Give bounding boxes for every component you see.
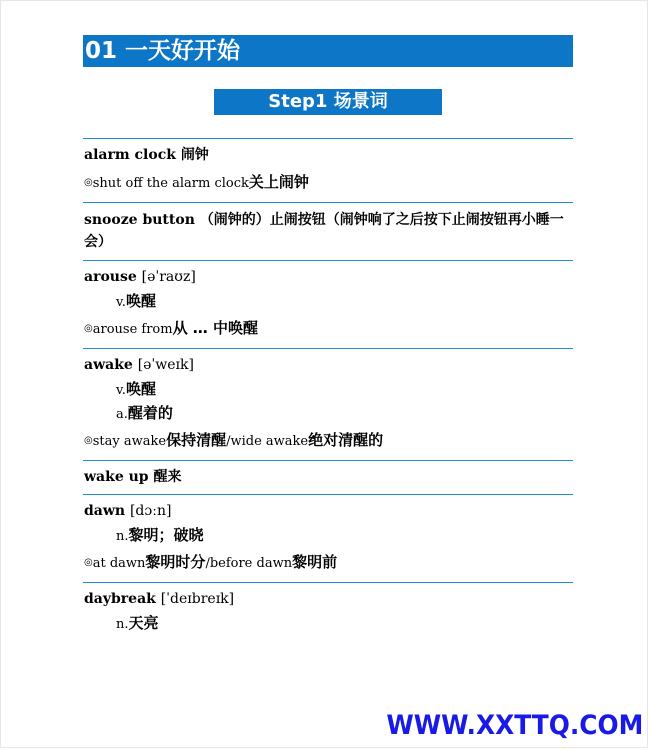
headword: daybreak <box>84 591 156 607</box>
example-en: /wide awake <box>226 434 309 449</box>
sense-translation: 唤醒 <box>125 292 156 310</box>
example-en: arouse from <box>92 322 173 337</box>
example-line <box>84 429 573 453</box>
example-en: at dawn <box>92 556 146 571</box>
sense-line <box>84 377 573 403</box>
example-en: stay awake <box>92 434 167 449</box>
example-line <box>84 317 573 341</box>
example-zh: 黎明时分 <box>145 553 206 571</box>
example-zh: 保持清醒 <box>166 431 227 449</box>
sense-translation: 黎明；破晓 <box>128 526 204 544</box>
part-of-speech: v. <box>116 383 126 398</box>
headword: dawn <box>84 503 126 519</box>
example-line <box>84 171 573 195</box>
watermark-logo: WWW.XXTTQ.COM <box>386 710 643 741</box>
example-bullet: ◎ <box>84 323 93 334</box>
example-line <box>84 551 573 575</box>
headword-line <box>84 501 573 521</box>
sense-line <box>84 611 573 637</box>
vocab-entry <box>83 460 573 494</box>
headword-line <box>84 355 573 375</box>
headword: wake up <box>84 469 149 485</box>
part-of-speech: n. <box>116 617 129 632</box>
headword: snooze button <box>84 212 195 228</box>
phonetic: [əˈweɪk] <box>137 357 194 373</box>
headword: arouse <box>84 269 137 285</box>
example-zh: 绝对清醒的 <box>308 431 384 449</box>
vocab-entry <box>83 260 573 348</box>
example-zh: 黎明前 <box>292 553 338 571</box>
vocab-entry <box>83 138 573 202</box>
headword-translation: （闹钟的）止闹按钮（闹钟响了之后按下止闹按钮再小睡一会） <box>84 212 564 250</box>
phonetic: [dɔːn] <box>129 503 172 519</box>
headword-translation: 醒来 <box>153 469 182 485</box>
sense-translation: 天亮 <box>128 614 159 632</box>
headword: awake <box>84 357 133 373</box>
headword-line <box>84 145 573 165</box>
vocab-entry <box>83 494 573 582</box>
example-bullet: ◎ <box>84 557 93 568</box>
example-en: shut off the alarm clock <box>92 176 249 191</box>
headword-line <box>84 267 573 287</box>
headword-line <box>84 467 573 487</box>
vocab-entry <box>83 582 573 644</box>
example-en: /before dawn <box>205 556 293 571</box>
example-bullet: ◎ <box>84 435 93 446</box>
part-of-speech: n. <box>116 529 129 544</box>
step-title: Step1 场景词 <box>214 89 442 115</box>
headword-translation: 闹钟 <box>180 147 209 163</box>
example-bullet: ◎ <box>84 177 93 188</box>
sense-translation: 唤醒 <box>125 380 156 398</box>
part-of-speech: v. <box>116 295 126 310</box>
sense-translation: 醒着的 <box>127 404 173 422</box>
sense-line <box>84 523 573 549</box>
vocabulary-list <box>83 138 573 644</box>
example-zh: 关上闹钟 <box>248 173 309 191</box>
vocab-entry <box>83 348 573 460</box>
headword-line <box>84 209 573 253</box>
sense-line <box>84 401 573 427</box>
headword-line <box>84 589 573 609</box>
headword: alarm clock <box>84 147 176 163</box>
chapter-title: 01 一天好开始 <box>83 35 573 67</box>
phonetic: [əˈraʊz] <box>141 269 196 285</box>
phonetic: [ˈdeɪbreɪk] <box>160 591 235 607</box>
sense-line <box>84 289 573 315</box>
example-zh: 从 … 中唤醒 <box>172 319 259 337</box>
vocab-entry <box>83 202 573 260</box>
part-of-speech: a. <box>116 407 128 422</box>
